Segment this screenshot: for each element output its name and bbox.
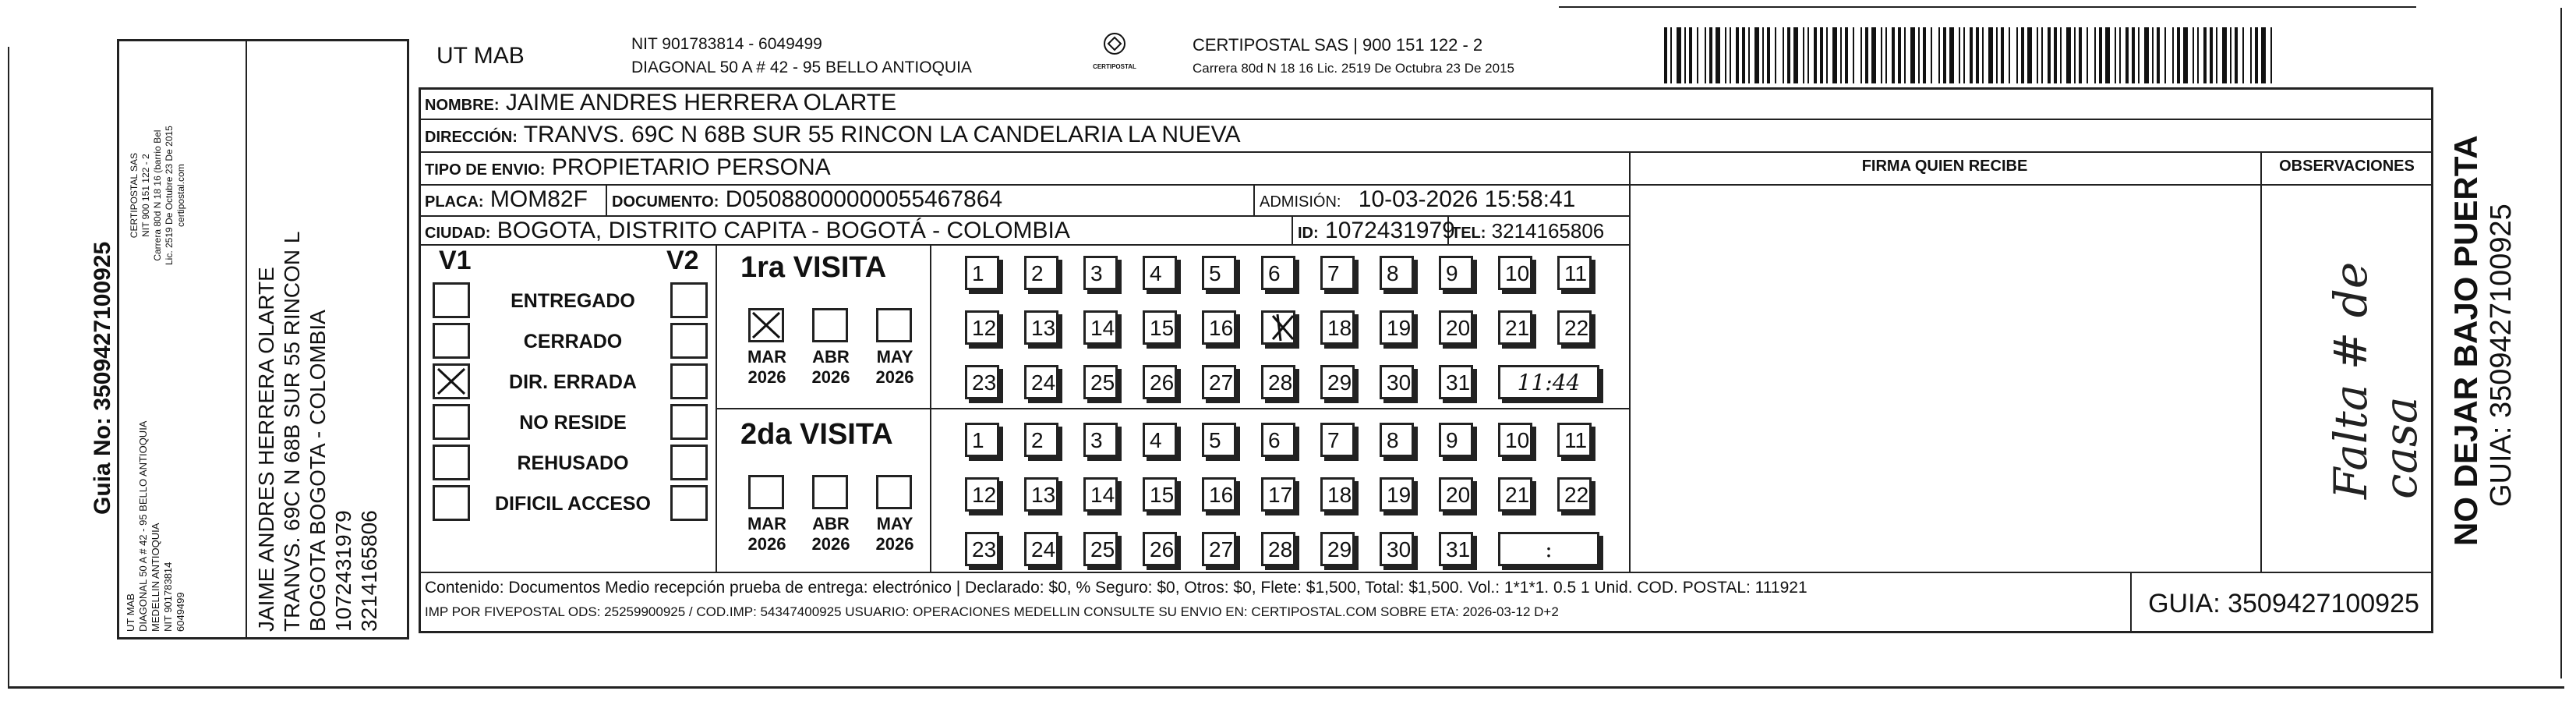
company-nit: NIT 901783814 - 6049499 — [631, 35, 822, 53]
col-line-admision — [1253, 184, 1255, 215]
barcode-bar — [1892, 27, 1895, 83]
barcode-bar — [1885, 27, 1887, 83]
day-box[interactable]: 14 — [1083, 477, 1118, 512]
barcode-bar — [1787, 27, 1790, 83]
day-box[interactable]: 10 — [1498, 256, 1532, 290]
barcode-bar — [1910, 27, 1915, 83]
month-label: MAR 2026 — [747, 514, 787, 554]
barcode-bar — [1949, 27, 1954, 83]
month-checkbox[interactable] — [876, 475, 912, 509]
time-box[interactable]: 11:44 — [1498, 365, 1599, 399]
day-box[interactable]: 9 — [1439, 256, 1473, 290]
barcode-bar — [1865, 27, 1868, 83]
v2-checkbox[interactable] — [670, 404, 708, 440]
tel-value: 3214165806 — [1491, 219, 1605, 243]
barcode-bar — [1959, 27, 1960, 83]
barcode-bar — [2016, 27, 2018, 83]
barcode-bar — [1775, 27, 1776, 83]
placa-value: MOM82F — [489, 186, 588, 212]
company-address: DIAGONAL 50 A # 42 - 95 BELLO ANTIOQUIA — [631, 58, 972, 76]
barcode-bar — [1963, 27, 1965, 83]
logo-text: CERTIPOSTAL — [1093, 63, 1136, 70]
direccion-label: DIRECCIÓN: — [425, 129, 518, 146]
day-box[interactable]: 26 — [1143, 365, 1177, 399]
barcode-bar — [2230, 27, 2231, 83]
barcode-bar — [1860, 27, 1862, 83]
barcode-bar — [1845, 27, 1848, 83]
sender-line: MEDELLIN ANTIOQUIA — [150, 523, 161, 632]
day-box[interactable]: 25 — [1083, 365, 1118, 399]
barcode-bar — [1725, 27, 1726, 83]
barcode-bar — [2079, 27, 2082, 83]
day-box[interactable]: 14 — [1083, 310, 1118, 345]
day-box[interactable]: 23 — [965, 532, 999, 566]
barcode-bar — [1881, 27, 1882, 83]
day-box[interactable]: 25 — [1083, 532, 1118, 566]
barcode-bar — [2094, 27, 2096, 83]
tel-row — [1451, 219, 1604, 243]
barcode-bar — [2210, 27, 2213, 83]
day-box[interactable]: 22 — [1557, 310, 1592, 345]
sender-line: DIAGONAL 50 A # 42 - 95 BELLO ANTIOQUIA — [137, 420, 149, 632]
barcode-bar — [1689, 27, 1692, 83]
day-box[interactable]: 2 — [1024, 423, 1058, 457]
documento-row — [612, 186, 1002, 213]
id-label: ID: — [1298, 225, 1319, 242]
barcode-bar — [2177, 27, 2180, 83]
barcode-bar — [1840, 27, 1842, 83]
observaciones-header: OBSERVACIONES — [2279, 158, 2415, 175]
day-box[interactable]: 11 — [1557, 256, 1592, 290]
barcode-bar — [1898, 27, 1901, 83]
courier-block — [129, 126, 187, 265]
day-box[interactable]: 10 — [1498, 423, 1532, 457]
barcode-bar — [2001, 27, 2004, 83]
month-label: MAR 2026 — [747, 347, 787, 387]
barcode-bar — [2242, 27, 2244, 83]
barcode-bar — [1943, 27, 1946, 83]
no-dejar-bajo-puerta: NO DEJAR BAJO PUERTA — [2447, 135, 2484, 546]
barcode-bar — [1970, 27, 1973, 83]
barcode-bar — [2027, 27, 2032, 83]
barcode-bar — [1736, 27, 1739, 83]
barcode — [1664, 27, 2280, 83]
barcode-bar — [2099, 27, 2102, 83]
col-line-firma — [1629, 151, 1631, 572]
day-box[interactable]: 18 — [1320, 477, 1355, 512]
logo-icon — [1099, 31, 1130, 59]
barcode-bar — [1807, 27, 1809, 83]
month-checkbox[interactable] — [812, 475, 848, 509]
v1-checkbox[interactable] — [433, 282, 470, 318]
certipostal-logo — [1087, 31, 1142, 78]
barcode-bar — [2054, 27, 2057, 83]
month-checkbox[interactable] — [748, 475, 784, 509]
day-box[interactable]: 7 — [1320, 423, 1355, 457]
sender-line: UT MAB — [125, 593, 136, 632]
courier-address: Carrera 80d N 18 16 Lic. 2519 De Octubra 23 De 2015 — [1193, 61, 1514, 76]
day-box[interactable]: 31 — [1439, 365, 1473, 399]
barcode-bar — [1767, 27, 1770, 83]
x-mark-icon — [435, 366, 468, 397]
month-label: ABR 2026 — [811, 347, 850, 387]
day-box[interactable] — [1261, 310, 1295, 345]
day-box[interactable]: 6 — [1261, 256, 1295, 290]
barcode-bar — [1988, 27, 1993, 83]
day-box[interactable]: 17 — [1261, 477, 1295, 512]
right-border — [2560, 8, 2562, 678]
barcode-bar — [2152, 27, 2154, 83]
v2-checkbox[interactable] — [670, 282, 708, 318]
barcode-bar — [2250, 27, 2252, 83]
day-box[interactable]: 29 — [1320, 532, 1355, 566]
direccion-value: TRANVS. 69C N 68B SUR 55 RINCON LA CANDELARIA LA NUEVA — [523, 122, 1241, 147]
day-box[interactable]: 21 — [1498, 477, 1532, 512]
nombre-label: NOMBRE: — [425, 97, 500, 114]
recipient-line: TRANVS. 69C N 68B SUR 55 RINCON L — [280, 231, 304, 632]
barcode-bar — [2144, 27, 2149, 83]
visit-divider — [716, 408, 1629, 409]
sender-block — [125, 421, 187, 632]
recipient-line: 1072431979 — [331, 510, 355, 632]
day-box[interactable]: 11 — [1557, 423, 1592, 457]
barcode-bar — [2037, 27, 2038, 83]
month-checkbox[interactable] — [812, 308, 848, 342]
day-box[interactable]: 28 — [1261, 532, 1295, 566]
visit2-label: 2da VISITA — [740, 418, 893, 451]
barcode-bar — [2074, 27, 2076, 83]
day-box[interactable]: 5 — [1202, 256, 1236, 290]
x-mark-icon — [1268, 313, 1298, 342]
right-guia: GUIA: 3509427100925 — [2485, 204, 2518, 507]
day-box[interactable]: 30 — [1380, 532, 1414, 566]
month-checkbox[interactable] — [748, 308, 784, 342]
barcode-bar — [1832, 27, 1837, 83]
barcode-bar — [1677, 27, 1681, 83]
top-border — [1559, 6, 2416, 8]
option-label: ENTREGADO — [511, 290, 635, 312]
barcode-bar — [1803, 27, 1804, 83]
barcode-bar — [2183, 27, 2188, 83]
footer-imp: IMP POR FIVEPOSTAL ODS: 25259900925 / COD.IMP: 54347400925 USUARIO: OPERACIONES MEDELLIN CONSULTE SU ENVIO EN: CERTIPOSTAL.COM SOBRE ETA: 2026-03-12 D+2 — [425, 604, 1559, 619]
row-line — [1631, 184, 2433, 186]
barcode-bar — [1670, 27, 1672, 83]
tel-label: TEL: — [1451, 225, 1486, 242]
v1-checkbox[interactable] — [433, 363, 470, 399]
day-box[interactable]: 21 — [1498, 310, 1532, 345]
barcode-bar — [1730, 27, 1731, 83]
v2-checkbox[interactable] — [670, 485, 708, 521]
firma-header: FIRMA QUIEN RECIBE — [1861, 158, 2028, 175]
nombre-value: JAIME ANDRES HERRERA OLARTE — [505, 90, 897, 115]
row-line — [419, 151, 2433, 153]
barcode-bar — [1697, 27, 1698, 83]
v2-label: V2 — [666, 246, 699, 275]
col-line-placa — [606, 184, 607, 215]
option-label: DIFICIL ACCESO — [494, 493, 651, 515]
day-box[interactable]: 4 — [1143, 256, 1177, 290]
day-box[interactable]: 1 — [965, 256, 999, 290]
barcode-bar — [2087, 27, 2088, 83]
day-box[interactable]: 30 — [1380, 365, 1414, 399]
barcode-bar — [1716, 27, 1720, 83]
time-box[interactable]: : — [1498, 532, 1599, 566]
barcode-bar — [1705, 27, 1706, 83]
barcode-bar — [1826, 27, 1828, 83]
col-line-id — [1292, 215, 1293, 244]
day-box[interactable]: 28 — [1261, 365, 1295, 399]
bottom-border — [8, 686, 2564, 689]
ciudad-label: CIUDAD: — [425, 225, 491, 242]
handwritten-note: Falta # de casa — [2324, 261, 2427, 499]
nombre-row — [425, 90, 896, 116]
ciudad-row — [425, 218, 1070, 244]
day-box[interactable]: 13 — [1024, 477, 1058, 512]
id-row — [1298, 218, 1455, 244]
barcode-bar — [1684, 27, 1686, 83]
barcode-bar — [1748, 27, 1750, 83]
barcode-bar — [2255, 27, 2258, 83]
col-line-footer — [2130, 572, 2132, 633]
sender-line: NIT 901783814 — [162, 562, 174, 632]
v1-checkbox[interactable] — [433, 404, 470, 440]
month-label: MAY 2026 — [875, 347, 914, 387]
barcode-bar — [2157, 27, 2160, 83]
day-box[interactable]: 29 — [1320, 365, 1355, 399]
barcode-bar — [1664, 27, 1667, 83]
barcode-bar — [1931, 27, 1932, 83]
day-box[interactable]: 13 — [1024, 310, 1058, 345]
barcode-bar — [1742, 27, 1745, 83]
admision-label: ADMISIÓN: — [1260, 193, 1341, 211]
documento-label: DOCUMENTO: — [612, 193, 719, 211]
left-panel-divider-1 — [246, 39, 247, 639]
v1-checkbox[interactable] — [433, 485, 470, 521]
barcode-bar — [2021, 27, 2024, 83]
day-box[interactable]: 24 — [1024, 365, 1058, 399]
direccion-row — [425, 122, 1240, 148]
day-box[interactable]: 20 — [1439, 310, 1473, 345]
v1-checkbox[interactable] — [433, 323, 470, 359]
guia-number-vertical: Guia No: 3509427100925 — [90, 241, 115, 515]
barcode-bar — [2235, 27, 2238, 83]
barcode-bar — [1853, 27, 1854, 83]
day-box[interactable]: 3 — [1083, 256, 1118, 290]
barcode-bar — [2132, 27, 2135, 83]
row-line — [419, 184, 1631, 186]
day-box[interactable]: 3 — [1083, 423, 1118, 457]
barcode-bar — [2197, 27, 2199, 83]
barcode-bar — [1820, 27, 1823, 83]
month-label: MAY 2026 — [875, 514, 914, 554]
barcode-bar — [1814, 27, 1817, 83]
day-box[interactable]: 20 — [1439, 477, 1473, 512]
barcode-bar — [2270, 27, 2272, 83]
left-border — [8, 47, 9, 686]
barcode-bar — [2138, 27, 2140, 83]
barcode-bar — [2041, 27, 2043, 83]
day-box[interactable]: 26 — [1143, 532, 1177, 566]
day-box[interactable]: 1 — [965, 423, 999, 457]
day-box[interactable]: 15 — [1143, 310, 1177, 345]
barcode-bar — [1938, 27, 1940, 83]
barcode-bar — [2115, 27, 2116, 83]
tipo-value: PROPIETARIO PERSONA — [551, 154, 831, 180]
option-label: DIR. ERRADA — [509, 371, 637, 393]
day-box[interactable]: 12 — [965, 310, 999, 345]
day-box[interactable]: 12 — [965, 477, 999, 512]
barcode-bar — [1793, 27, 1798, 83]
barcode-bar — [2216, 27, 2217, 83]
barcode-bar — [1762, 27, 1764, 83]
barcode-bar — [1918, 27, 1920, 83]
v2-checkbox[interactable] — [670, 363, 708, 399]
tipo-label: TIPO DE ENVIO: — [425, 161, 546, 179]
admision-value: 10-03-2026 15:58:41 — [1358, 186, 1576, 212]
barcode-bar — [2066, 27, 2071, 83]
barcode-bar — [2009, 27, 2010, 83]
courier-line: CERTIPOSTAL SAS — [129, 153, 140, 239]
recipient-block — [253, 232, 382, 632]
barcode-bar — [1996, 27, 1998, 83]
day-box[interactable]: 9 — [1439, 423, 1473, 457]
barcode-bar — [2119, 27, 2121, 83]
courier-line: Carrera 80d N 18 16 (barrio Bel — [152, 129, 163, 261]
day-box[interactable]: 4 — [1143, 423, 1177, 457]
row-line — [419, 119, 2433, 120]
visit-months-divider — [930, 244, 931, 572]
barcode-bar — [2105, 27, 2110, 83]
x-mark-icon — [751, 310, 782, 340]
v2-checkbox[interactable] — [670, 445, 708, 480]
v1-label: V1 — [439, 246, 472, 275]
day-box[interactable]: 5 — [1202, 423, 1236, 457]
barcode-bar — [1976, 27, 1979, 83]
barcode-bar — [1904, 27, 1906, 83]
day-box[interactable]: 31 — [1439, 532, 1473, 566]
day-box[interactable]: 19 — [1380, 310, 1414, 345]
ciudad-value: BOGOTA, DISTRITO CAPITA - BOGOTÁ - COLOMBIA — [496, 218, 1070, 243]
day-box[interactable]: 24 — [1024, 532, 1058, 566]
day-box[interactable]: 16 — [1202, 310, 1236, 345]
day-box[interactable]: 7 — [1320, 256, 1355, 290]
row-line — [419, 244, 1631, 246]
recipient-line: BOGOTA BOGOTA - COLOMBIA — [306, 310, 330, 632]
barcode-bar — [1783, 27, 1784, 83]
day-box[interactable]: 23 — [965, 365, 999, 399]
month-label: ABR 2026 — [811, 514, 850, 554]
option-label: CERRADO — [523, 331, 623, 352]
v2-checkbox[interactable] — [670, 323, 708, 359]
barcode-bar — [2172, 27, 2174, 83]
barcode-bar — [1709, 27, 1712, 83]
barcode-bar — [1982, 27, 1984, 83]
barcode-bar — [2048, 27, 2051, 83]
recipient-line: JAIME ANDRES HERRERA OLARTE — [254, 267, 278, 632]
courier-line: certipostal.com — [175, 164, 186, 227]
day-box[interactable]: 8 — [1380, 256, 1414, 290]
barcode-bar — [1923, 27, 1926, 83]
tipo-row — [425, 154, 831, 181]
courier-line: Lic. 2519 De Octubre 23 De 2015 — [164, 126, 175, 265]
recipient-line: 3214165806 — [357, 510, 381, 632]
month-checkbox[interactable] — [876, 308, 912, 342]
v1-checkbox[interactable] — [433, 445, 470, 480]
admision-row — [1260, 186, 1575, 213]
day-box[interactable]: 19 — [1380, 477, 1414, 512]
courier-name: CERTIPOSTAL SAS | 900 151 122 - 2 — [1193, 35, 1483, 55]
sender-line: 6049499 — [175, 592, 186, 632]
option-label: NO RESIDE — [519, 412, 627, 434]
option-label: REHUSADO — [517, 452, 629, 474]
barcode-bar — [1871, 27, 1876, 83]
day-box[interactable]: 2 — [1024, 256, 1058, 290]
day-box[interactable]: 27 — [1202, 365, 1236, 399]
barcode-bar — [2164, 27, 2166, 83]
id-value: 1072431979 — [1325, 218, 1455, 243]
day-box[interactable]: 22 — [1557, 477, 1592, 512]
barcode-bar — [2125, 27, 2129, 83]
documento-value: D05088000000055467864 — [725, 186, 1003, 212]
placa-label: PLACA: — [425, 193, 484, 211]
day-box[interactable]: 27 — [1202, 532, 1236, 566]
barcode-bar — [2060, 27, 2062, 83]
courier-line: NIT 900 151 122 - 2 — [140, 154, 151, 237]
placa-row — [425, 186, 588, 213]
barcode-bar — [2193, 27, 2194, 83]
barcode-bar — [2203, 27, 2207, 83]
company-name: UT MAB — [436, 43, 525, 69]
barcode-bar — [2222, 27, 2227, 83]
barcode-bar — [1754, 27, 1759, 83]
day-box[interactable]: 6 — [1261, 423, 1295, 457]
day-box[interactable]: 15 — [1143, 477, 1177, 512]
day-box[interactable]: 8 — [1380, 423, 1414, 457]
footer-guia: GUIA: 3509427100925 — [2148, 589, 2419, 618]
col-line-obs — [2260, 151, 2262, 572]
visit1-label: 1ra VISITA — [740, 251, 887, 284]
day-box[interactable]: 16 — [1202, 477, 1236, 512]
barcode-bar — [2261, 27, 2266, 83]
footer-contenido: Contenido: Documentos Medio recepción prueba de entrega: electrónico | Declarado: $0, % Seguro: $0, Otros: $0, Flete: $1,500, Total: $1,500. Vol.: 1*1*1. 0.5 1 Unid. COD. POSTAL: 111921 — [425, 579, 1807, 597]
day-box[interactable]: 18 — [1320, 310, 1355, 345]
